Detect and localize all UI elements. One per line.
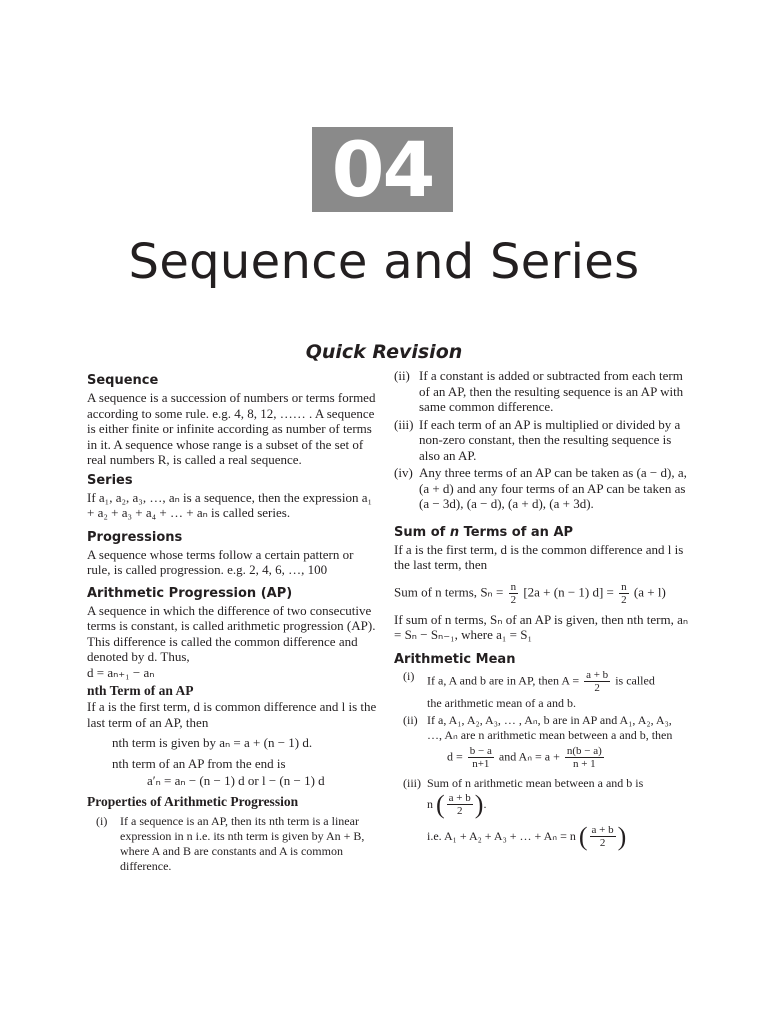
heading-sequence: Sequence bbox=[87, 373, 159, 388]
am-item-3 bbox=[403, 776, 689, 850]
right-paren: ) bbox=[474, 789, 484, 819]
am-n: n bbox=[427, 796, 433, 811]
section-title: Quick Revision bbox=[305, 341, 463, 363]
property-2 bbox=[394, 368, 689, 415]
sum-lhs: Sₙ = bbox=[480, 583, 504, 599]
sum-end: (a + l) bbox=[633, 583, 666, 599]
property-4 bbox=[394, 465, 689, 512]
chapter-title: Sequence and Series bbox=[128, 234, 640, 290]
fraction-denominator: n+1 bbox=[472, 757, 490, 770]
formula-nth-term: nth term is given by aₙ = a + (n − 1) d. bbox=[112, 735, 313, 750]
am-item-2-text: If a, A₁, A₂, A₃, … , Aₙ, b are in AP and A₁, A₂, A₃, …, Aₙ are n arithmetic mean between a and b, then bbox=[427, 712, 673, 742]
am-ie: i.e. A₁ + A₂ + A₃ + … + Aₙ = n bbox=[427, 828, 576, 843]
heading-sum-part2: Terms of an AP bbox=[459, 524, 574, 540]
formula-nth-term-end: a′ₙ = aₙ − (n − 1) d or l − (n − 1) d bbox=[147, 773, 325, 788]
fraction-n-over-2 bbox=[509, 581, 519, 606]
fraction-denominator: 2 bbox=[594, 681, 600, 694]
formula-sum-n-terms bbox=[394, 581, 689, 606]
fraction-n-over-2-second bbox=[619, 581, 629, 606]
left-paren: ( bbox=[578, 821, 588, 851]
am-item-1-pre: If a, A and b are in AP, then A = bbox=[427, 672, 580, 687]
property-4-number: (iv) bbox=[394, 465, 413, 480]
fraction-numerator: n(b − a) bbox=[566, 744, 602, 757]
fraction-numerator: n bbox=[510, 580, 517, 593]
am-item-1-tail: the arithmetic mean of a and b. bbox=[427, 695, 576, 710]
property-3-text: If each term of an AP is multiplied or divided by a non-zero constant, then the resulting sequence is also an AP. bbox=[419, 416, 681, 463]
am-item-3-text: Sum of n arithmetic mean between a and b is bbox=[427, 775, 644, 790]
paragraph-sum-given: If sum of n terms, Sₙ of an AP is given, then nth term, aₙ = Sₙ − Sₙ₋₁, where a₁ = S₁ bbox=[394, 611, 689, 642]
am-item-3-sum-formula bbox=[427, 821, 689, 851]
fraction-numerator: a + b bbox=[448, 792, 471, 804]
heading-arithmetic-mean: Arithmetic Mean bbox=[394, 651, 516, 667]
heading-properties: Properties of Arithmetic Progression bbox=[87, 793, 299, 809]
sum-label: Sum of n terms, bbox=[394, 583, 478, 599]
property-1-number: (i) bbox=[96, 813, 108, 828]
heading-nth-term: nth Term of an AP bbox=[87, 683, 194, 698]
property-4-text: Any three terms of an AP can be taken as (a − d), a, (a + d) and any four terms of an AP can be taken as (a − 3d), (a − d), (a + d), (a + 3d). bbox=[419, 465, 687, 511]
fraction-numerator: a + b bbox=[586, 668, 609, 681]
formula-common-difference: d = aₙ₊₁ − aₙ bbox=[87, 664, 155, 680]
fraction-a-plus-b bbox=[584, 669, 610, 694]
property-1 bbox=[96, 814, 377, 874]
sum-middle: [2a + (n − 1) d] = bbox=[523, 583, 614, 599]
paragraph-progressions: A sequence whose terms follow a certain pattern or rule, is called progression. e.g. 2, 4, 6, …, 100 bbox=[87, 546, 354, 577]
left-paren: ( bbox=[436, 789, 445, 819]
text-nth-term-end: nth term of an AP from the end is bbox=[112, 755, 286, 771]
paragraph-sequence: A sequence is a succession of numbers or terms formed according to some rule. e.g. 4, 8, 12, …… . A sequence is either finite or infinite according as number of terms in it. A sequence whose range is a subset of the set of real numbers R, is called a real sequence. bbox=[87, 390, 376, 467]
fraction-denominator: 2 bbox=[599, 837, 606, 849]
property-2-text: If a constant is added or subtracted from each term of an AP, then the resulting sequence is an AP with same common difference. bbox=[419, 368, 684, 414]
left-column bbox=[87, 368, 377, 876]
am-item-2-formula bbox=[427, 745, 689, 770]
fraction-a-plus-b-over-2 bbox=[590, 824, 616, 849]
fraction-n-b-minus-a bbox=[565, 745, 604, 770]
property-3 bbox=[394, 417, 689, 464]
am-item-1 bbox=[403, 669, 689, 711]
heading-ap: Arithmetic Progression (AP) bbox=[87, 585, 293, 601]
heading-sum-n-terms bbox=[394, 524, 689, 541]
fraction-denominator: 2 bbox=[510, 593, 517, 606]
fraction-denominator: 2 bbox=[621, 593, 627, 606]
heading-sum-n: n bbox=[449, 524, 460, 540]
am-and: and Aₙ = a + bbox=[498, 748, 560, 763]
property-3-number: (iii) bbox=[394, 416, 414, 432]
am-item-1-number: (i) bbox=[403, 668, 415, 683]
am-item-2 bbox=[403, 713, 689, 770]
fraction-numerator: a + b bbox=[591, 824, 614, 836]
right-column bbox=[394, 368, 689, 852]
fraction-denominator: n + 1 bbox=[572, 757, 596, 770]
property-2-number: (ii) bbox=[394, 368, 410, 383]
heading-series: Series bbox=[87, 472, 133, 488]
right-paren: ) bbox=[617, 821, 627, 851]
am-d-lhs: d = bbox=[447, 748, 463, 763]
fraction-denominator: 2 bbox=[456, 805, 463, 817]
fraction-numerator: b − a bbox=[469, 744, 492, 757]
heading-sum-part1: Sum of bbox=[394, 524, 450, 540]
am-item-3-number: (iii) bbox=[403, 775, 421, 790]
heading-progressions: Progressions bbox=[87, 529, 183, 545]
am-item-3-formula: n ( $\frac{a + b}{2}$ ). bbox=[427, 789, 487, 819]
fraction-numerator: n bbox=[621, 580, 627, 593]
am-item-2-number: (ii) bbox=[403, 712, 418, 727]
fraction-a-plus-b-over-2 bbox=[447, 792, 473, 817]
paragraph-sum: If a is the first term, d is the common difference and l is the last term, then bbox=[394, 541, 684, 572]
paragraph-ap: A sequence in which the difference of two consecutive terms is constant, is called arithmetic progression (AP). This difference is called the common difference and denoted by d. Thus, bbox=[87, 602, 376, 664]
fraction-b-minus-a bbox=[468, 745, 494, 770]
paragraph-nth-term: If a is the first term, d is common difference and l is the last term of an AP, then bbox=[87, 699, 377, 730]
am-item-1-post: is called bbox=[615, 672, 655, 687]
chapter-number: 04 bbox=[312, 127, 453, 212]
property-1-text: If a sequence is an AP, then its nth term is a linear expression in n i.e. its nth term is given by An + B, where A and B are constants and A is common difference. bbox=[120, 813, 365, 873]
paragraph-series: If a₁, a₂, a₃, …, aₙ is a sequence, then the expression a₁ + a₂ + a₃ + a₄ + … + aₙ is called series. bbox=[87, 489, 373, 520]
